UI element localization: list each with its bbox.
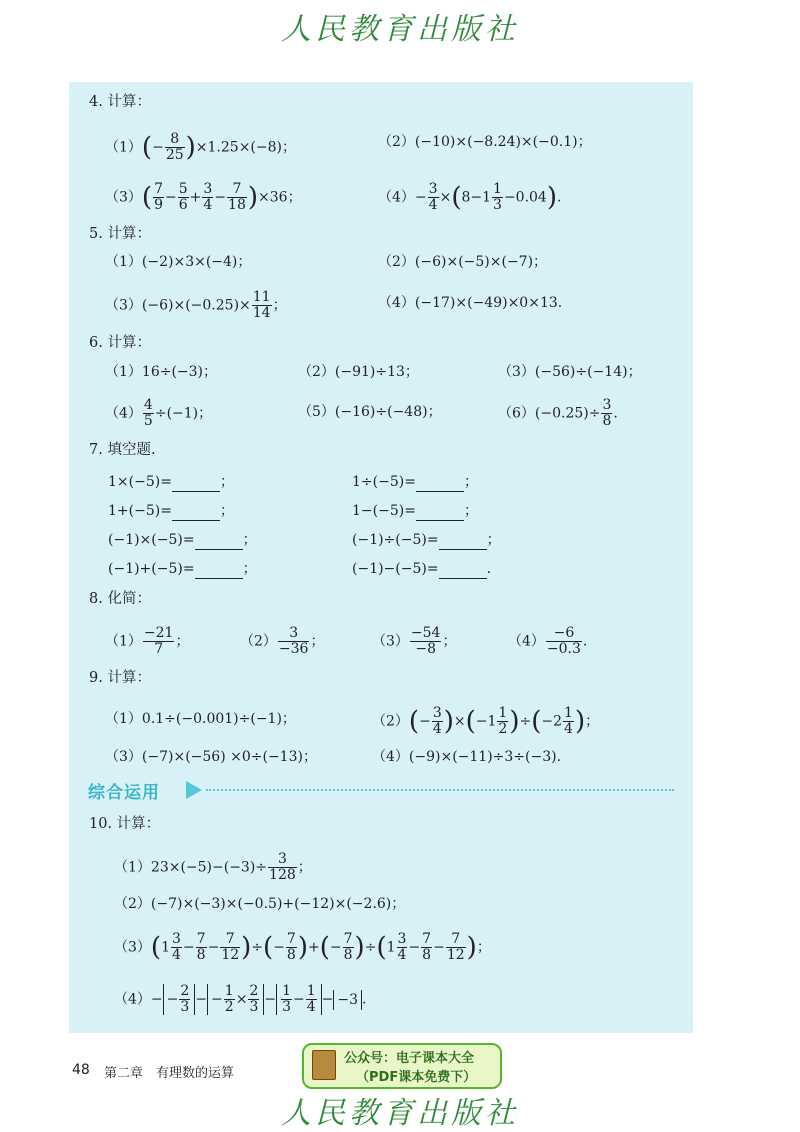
q10-part4: （4）− − $\frac{2}{3}$ − − $\frac{1}{2}$ × $\frac{2}{3}$ − $\frac{1}{3}$ − $\frac{1}{4}$ − −3 . [114,983,367,1015]
q7-row3-right: (−1)÷(−5)= ； [352,532,501,548]
watermark-line2: （PDF课本免费下） [356,1070,477,1085]
answer-blank[interactable] [195,535,243,550]
q7-row3-left: (−1)×(−5)= ； [108,532,257,548]
q7-row2-right: 1−(−5)= ； [352,503,478,519]
chapter-title: 第二章 有理数的运算 [104,1066,235,1081]
q8-part3: （3） $\frac{-54}{-8}$ ； [372,625,457,657]
q7-row2-left: 1+(−5)= ； [108,503,234,519]
q6-part3: （3）(−56)÷(−14)； [498,364,642,380]
publisher-footer: 人民教育出版社 [281,1096,519,1131]
q4-heading: 4. 计算： [89,94,151,110]
page-number: 48 [72,1062,90,1078]
q5-part3: （3）(−6)×(−0.25)× $\frac{11}{14}$ ； [105,289,287,321]
answer-blank[interactable] [172,506,220,521]
publisher-header: 人民教育出版社 [281,12,519,47]
book-icon [312,1050,336,1080]
q6-part2: （2）(−91)÷13； [298,364,419,380]
q10-heading: 10. 计算： [89,816,161,832]
section-arrow-icon [186,781,202,799]
answer-blank[interactable] [172,477,220,492]
q9-part4: （4）(−9)×(−11)÷3÷(−3). [372,749,562,765]
q7-heading: 7. 填空题. [89,442,156,458]
q6-part1: （1）16÷(−3)； [105,364,218,380]
q10-part2: （2）(−7)×(−3)×(−0.5)+(−12)×(−2.6)； [114,896,406,912]
exercise-panel [69,82,693,1033]
q9-part1: （1）0.1÷(−0.001)÷(−1)； [105,711,296,727]
answer-blank[interactable] [416,506,464,521]
q9-heading: 9. 计算： [89,670,151,686]
q6-part4: （4） $\frac{4}{5}$ ÷(−1)； [105,397,213,429]
q7-row4-right: (−1)−(−5)= . [352,561,492,577]
q4-part3: （3）( $\frac{7}{9}$ − $\frac{5}{6}$ + $\frac{3}{4}$ − $\frac{7}{18}$ )×36； [105,181,302,213]
q9-part3: （3）(−7)×(−56) ×0÷(−13)； [105,749,317,765]
q6-heading: 6. 计算： [89,335,151,351]
q7-row1-left: 1×(−5)= ； [108,474,234,490]
answer-blank[interactable] [416,477,464,492]
q8-part2: （2） $\frac{3}{-36}$ ； [240,625,325,657]
q5-part4: （4）(−17)×(−49)×0×13. [378,295,563,311]
q5-heading: 5. 计算： [89,226,151,242]
section-divider [206,789,674,791]
q8-part4: （4） $\frac{-6}{-0.3}$ . [508,625,588,657]
q4-part4: （4）− $\frac{3}{4}$ ×(8−1 $\frac{1}{3}$ −0.04). [378,181,562,213]
q10-part1: （1）23×(−5)−(−3)÷ $\frac{3}{128}$ ； [114,851,312,883]
q8-heading: 8. 化简： [89,591,151,607]
q4-part1: （1）(− $\frac{8}{25}$ )×1.25×(−8)； [105,131,296,163]
section-title: 综合运用 [88,783,160,803]
q10-part3: （3）(1 $\frac{3}{4}$ − $\frac{7}{8}$ − $\frac{7}{12}$ )÷(− $\frac{7}{8}$ )+(− $\frac{7}{8}$ )÷(1 $\frac{3}{4}$ − $\frac{7}{8}$ − $\frac{7}{12}$ )； [114,931,491,963]
q5-part1: （1）(−2)×3×(−4)； [105,254,252,270]
q5-part2: （2）(−6)×(−5)×(−7)； [378,254,548,270]
q9-part2: （2）(− $\frac{3}{4}$ )×(−1 $\frac{1}{2}$ )÷(−2 $\frac{1}{4}$ )； [372,705,600,737]
q8-part1: （1） $\frac{-21}{7}$ ； [105,625,190,657]
answer-blank[interactable] [439,564,487,579]
q6-part6: （6）(−0.25)÷ $\frac{3}{8}$ . [498,397,618,429]
answer-blank[interactable] [439,535,487,550]
answer-blank[interactable] [195,564,243,579]
q4-part2: （2）(−10)×(−8.24)×(−0.1)； [378,134,592,150]
q6-part5: （5）(−16)÷(−48)； [298,404,442,420]
watermark-line1: 公众号：电子课本大全 [344,1051,475,1066]
watermark-stamp [302,1043,502,1089]
q7-row1-right: 1÷(−5)= ； [352,474,478,490]
q7-row4-left: (−1)+(−5)= ； [108,561,257,577]
